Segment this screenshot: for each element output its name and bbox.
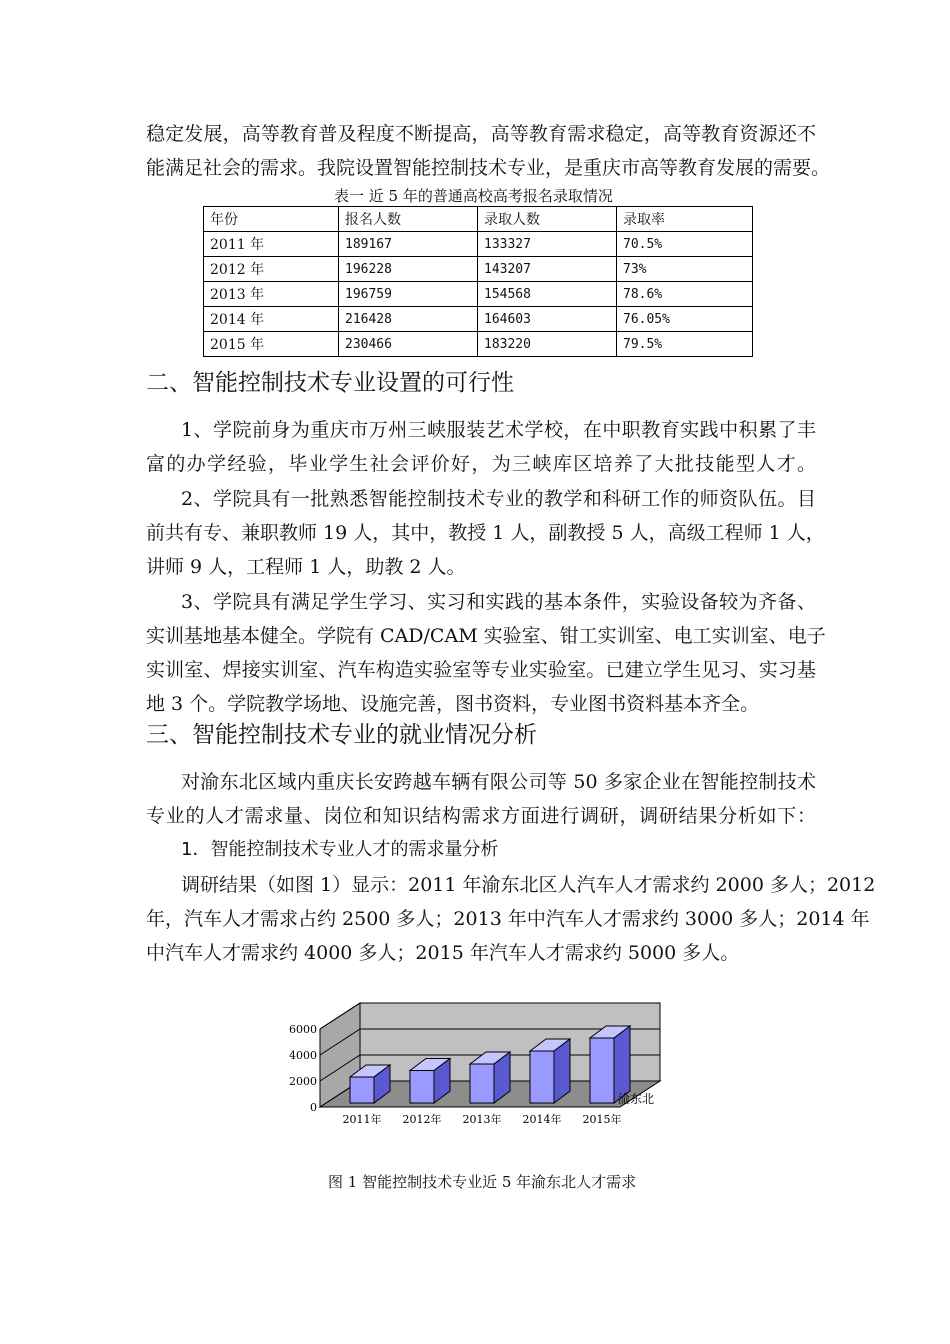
section2-p3-line: 3、学院具有满足学生学习、实习和实践的基本条件，实验设备较为齐备、 [181, 591, 816, 613]
section2-heading: 二、智能控制技术专业设置的可行性 [146, 370, 514, 396]
table-header-row [204, 207, 753, 232]
talent-demand-chart [280, 995, 720, 1135]
table-cell-rate: 76.05% [617, 307, 753, 332]
chart-bar [530, 1039, 570, 1103]
chart-legend-label: 渝东北 [618, 1092, 655, 1106]
section3-p2-line: 中汽车人才需求约 4000 多人；2015 年汽车人才需求约 5000 多人。 [146, 942, 740, 964]
chart-ytick-label: 4000 [289, 1049, 317, 1062]
chart-bar-front [410, 1071, 434, 1104]
chart-bar-front [590, 1038, 614, 1103]
table1-caption: 表一 近 5 年的普通高校高考报名录取情况 [334, 187, 613, 205]
section2-p1-line: 1、学院前身为重庆市万州三峡服装艺术学校，在中职教育实践中积累了丰 [181, 419, 816, 441]
table-cell-admitted: 183220 [478, 332, 617, 357]
section2-p2-line: 前共有专、兼职教师 19 人，其中，教授 1 人，副教授 5 人，高级工程师 1 人， [146, 522, 825, 544]
section2-p2-line: 2、学院具有一批熟悉智能控制技术专业的教学和科研工作的师资队伍。目 [181, 488, 816, 510]
section3-heading: 三、智能控制技术专业的就业情况分析 [146, 722, 537, 748]
table-cell-rate: 73% [617, 257, 753, 282]
table-cell-admitted: 164603 [478, 307, 617, 332]
table-cell-year: 2011 年 [204, 232, 339, 257]
table-row [204, 332, 753, 357]
section2-p3-line: 地 3 个。学院教学场地、设施完善，图书资料，专业图书资料基本齐全。 [146, 693, 760, 715]
figure1-caption: 图 1 智能控制技术专业近 5 年渝东北人才需求 [328, 1173, 637, 1191]
table-cell-applicants: 216428 [339, 307, 478, 332]
section2-p1-line: 富的办学经验，毕业学生社会评价好，为三峡库区培养了大批技能型人才。 [146, 453, 816, 475]
table-row [204, 307, 753, 332]
section3-subheading: 1．智能控制技术专业人才的需求量分析 [181, 839, 499, 860]
table-header-cell: 年份 [204, 207, 339, 232]
chart-ytick-label: 0 [310, 1101, 317, 1114]
section2-p3-line: 实训基地基本健全。学院有 CAD/CAM 实验室、钳工实训室、电工实训室、电子 [146, 625, 826, 647]
section2-p2-line: 讲师 9 人，工程师 1 人，助教 2 人。 [146, 556, 466, 578]
chart-bar [470, 1052, 510, 1103]
chart-ytick-label: 2000 [289, 1075, 317, 1088]
table-cell-admitted: 154568 [478, 282, 617, 307]
table-cell-rate: 78.6% [617, 282, 753, 307]
chart-xtick-label: 2014年 [522, 1113, 562, 1126]
section3-p2-line: 调研结果（如图 1）显示：2011 年渝东北区人汽车人才需求约 2000 多人；2012 [181, 874, 876, 896]
table-cell-admitted: 133327 [478, 232, 617, 257]
table-cell-applicants: 230466 [339, 332, 478, 357]
table-cell-year: 2015 年 [204, 332, 339, 357]
chart-bar-front [350, 1077, 374, 1103]
section2-p3-line: 实训室、焊接实训室、汽车构造实验室等专业实验室。已建立学生见习、实习基 [146, 659, 816, 681]
table-row [204, 257, 753, 282]
section3-p1-line: 对渝东北区域内重庆长安跨越车辆有限公司等 50 多家企业在智能控制技术 [181, 771, 816, 793]
table-cell-applicants: 196228 [339, 257, 478, 282]
table-cell-year: 2014 年 [204, 307, 339, 332]
chart-xtick-label: 2012年 [402, 1113, 442, 1126]
table-row [204, 282, 753, 307]
table-cell-year: 2013 年 [204, 282, 339, 307]
table-cell-rate: 79.5% [617, 332, 753, 357]
section3-p2-line: 年，汽车人才需求占约 2500 多人；2013 年中汽车人才需求约 3000 多人；2014 年 [146, 908, 870, 930]
enrollment-table [203, 206, 753, 357]
chart-ytick-label: 6000 [289, 1023, 317, 1036]
table-header-cell: 录取人数 [478, 207, 617, 232]
chart-xtick-label: 2013年 [462, 1113, 502, 1126]
table-cell-year: 2012 年 [204, 257, 339, 282]
table-header-cell: 报名人数 [339, 207, 478, 232]
chart-bar-front [530, 1051, 554, 1103]
chart-xtick-label: 2015年 [582, 1113, 622, 1126]
chart-bar-front [470, 1064, 494, 1103]
intro-line-2: 能满足社会的需求。我院设置智能控制技术专业，是重庆市高等教育发展的需要。 [146, 157, 831, 179]
table-cell-applicants: 189167 [339, 232, 478, 257]
intro-line-1: 稳定发展，高等教育普及程度不断提高，高等教育需求稳定，高等教育资源还不 [146, 123, 816, 145]
table-cell-rate: 70.5% [617, 232, 753, 257]
table-cell-admitted: 143207 [478, 257, 617, 282]
table-row [204, 232, 753, 257]
table-cell-applicants: 196759 [339, 282, 478, 307]
chart-bar-side [554, 1039, 570, 1103]
table-header-cell: 录取率 [617, 207, 753, 232]
section3-p1-line: 专业的人才需求量、岗位和知识结构需求方面进行调研，调研结果分析如下： [146, 805, 816, 827]
chart-xtick-label: 2011年 [342, 1113, 382, 1126]
